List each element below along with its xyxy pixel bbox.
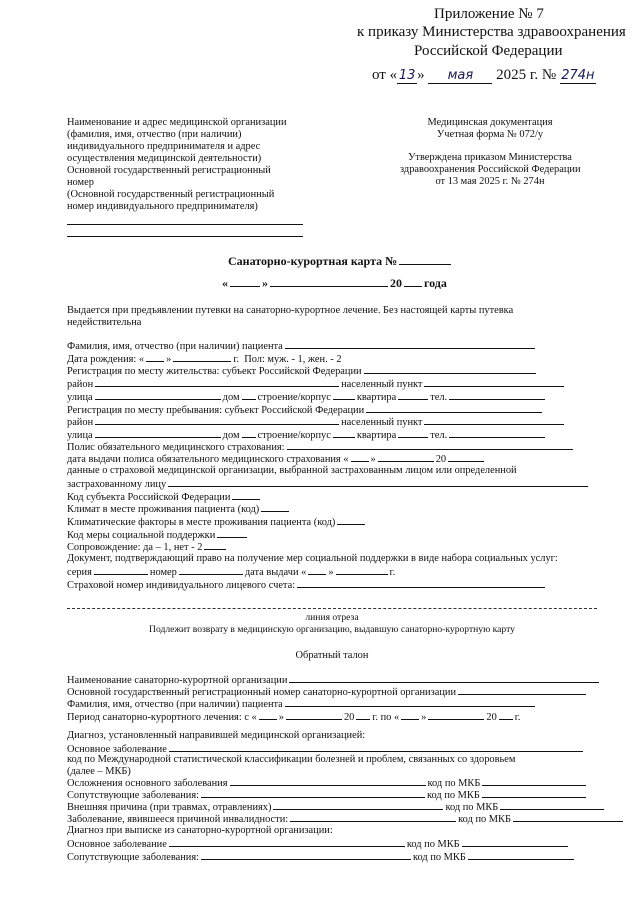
field-label: квартира <box>356 430 397 441</box>
org-header <box>67 117 300 213</box>
field-label: Основное заболевание <box>67 839 167 850</box>
org-line: номер <box>67 177 94 188</box>
cut-line-label: линия отреза <box>305 612 359 623</box>
field-label: населенный пункт <box>341 417 423 428</box>
field-label: тел. <box>430 392 448 403</box>
field-district <box>67 377 566 391</box>
field-reg-residence <box>67 364 538 378</box>
field-label: строение/корпус <box>257 392 331 403</box>
field-label: г. <box>514 712 521 723</box>
coupon-diag-discharge: Диагноз при выписке из санаторно-курортной организации: <box>67 825 333 836</box>
field-label: Период санаторно-курортного лечения: с « <box>67 712 257 723</box>
form-number: Учетная форма № 072/у <box>436 129 544 140</box>
field-label: код по МКБ <box>458 814 511 825</box>
field-label: улица <box>67 430 93 441</box>
field-label: Страховой номер индивидуального лицевого счета: <box>67 580 296 591</box>
field-label: » <box>370 454 376 465</box>
field-insurer <box>67 465 590 491</box>
field-label: Сопровождение: да – 1, нет - 2 <box>67 542 203 553</box>
coupon-fio <box>67 697 537 711</box>
doc-type: Медицинская документация <box>427 117 553 128</box>
coupon-title: Обратный талон <box>295 650 369 661</box>
field-label: район <box>67 379 94 390</box>
org-line: номер индивидуального предпринимателя) <box>67 201 258 212</box>
field-fio <box>67 339 537 353</box>
form-header <box>400 117 580 188</box>
coupon-period <box>67 710 520 724</box>
field-climate <box>67 502 291 516</box>
field-label: Основной государственный регистрационный номер санаторно-курортной организации <box>67 687 457 698</box>
field-label: код по МКБ <box>445 802 499 813</box>
field-doc-details <box>67 565 395 579</box>
field-label: дата выдачи полиса обязательного медицинского страхования « <box>67 454 349 465</box>
appendix-number: Приложение № 7 <box>434 6 544 22</box>
field-label: тел. <box>430 430 448 441</box>
field-label: » <box>328 567 334 578</box>
field-label: Регистрация по месту пребывания: субъект Российской Федерации <box>67 405 365 416</box>
field-label: Полис обязательного медицинского страхования: <box>67 442 285 453</box>
org-line: (Основной государственный регистрационный <box>67 189 275 200</box>
field-label: Дата рождения: « <box>67 354 145 365</box>
date-year: 2025 г. № <box>496 67 557 83</box>
field-oms-date <box>67 452 486 466</box>
org-fill-line <box>67 224 303 225</box>
field-climate-factors <box>67 515 367 529</box>
org-fill-line <box>67 236 303 237</box>
field-label: код по МКБ <box>427 778 481 789</box>
cut-line <box>67 608 597 609</box>
card-date <box>222 276 447 291</box>
field-sex: Пол: муж. - 1, жен. - 2 <box>244 354 342 365</box>
date-prefix: от « <box>372 67 398 83</box>
approved-line: Утверждена приказом Министерства <box>408 152 572 163</box>
field-label: Регистрация по месту жительства: субъект Российской Федерации <box>67 366 362 377</box>
field-label: Сопутствующие заболевания: <box>67 790 200 801</box>
field-label: застрахованному лицу <box>67 479 167 490</box>
field-label: 20 <box>435 454 447 465</box>
approved-line: от 13 мая 2025 г. № 274н <box>435 176 545 187</box>
order-number-handwritten: 274н <box>561 68 595 83</box>
field-label: населенный пункт <box>341 379 423 390</box>
field-label: Климатические факторы в месте проживания пациента (код) <box>67 517 336 528</box>
field-address <box>67 390 547 404</box>
field-label: » <box>278 712 284 723</box>
field-label: номер <box>149 567 177 578</box>
org-line: Наименование и адрес медицинской организации <box>67 117 287 128</box>
field-label: улица <box>67 392 93 403</box>
approved-line: здравоохранения Российской Федерации <box>400 164 581 175</box>
field-label: данные о страховой медицинской организации, выбранной застрахованным лицом или определенной <box>67 465 517 476</box>
field-label: Сопутствующие заболевания: <box>67 852 200 863</box>
card-date-year: 20 <box>390 276 402 290</box>
date-day-handwritten: 13 <box>398 68 416 83</box>
org-line: Основной государственный регистрационный <box>67 165 271 176</box>
field-label: строение/корпус <box>257 430 331 441</box>
intro-line: недействительна <box>67 317 142 328</box>
field-label: Внешняя причина (при травмах, отравлениях) <box>67 802 272 813</box>
return-note: Подлежит возврату в медицинскую организацию, выдавшую санаторно-курортную карту <box>149 624 515 635</box>
field-label: Фамилия, имя, отчество (при наличии) пациента <box>67 699 283 710</box>
coupon-disability <box>67 812 625 826</box>
field-label: (далее – МКБ) <box>67 766 131 777</box>
appendix-order: к приказу Министерства здравоохранения <box>357 24 626 40</box>
field-label: Заболевание, явившееся причиной инвалидности: <box>67 814 289 825</box>
date-mid: » <box>417 67 425 83</box>
field-label: Осложнения основного заболевания <box>67 778 228 789</box>
intro-text <box>67 305 513 329</box>
field-label: район <box>67 417 94 428</box>
org-line: индивидуального предпринимателя и адрес <box>67 141 261 152</box>
field-label: код по МКБ <box>427 790 480 801</box>
field-label: дата выдачи « <box>244 567 307 578</box>
field-escort <box>67 540 228 554</box>
field-label: Код меры социальной поддержки <box>67 530 216 541</box>
field-label: г. по « <box>372 712 400 723</box>
field-label: г. <box>389 567 396 578</box>
field-label: Фамилия, имя, отчество (при наличии) пациента <box>67 341 283 352</box>
field-snils <box>67 578 547 592</box>
intro-line: Выдается при предъявлении путевки на санаторно-курортное лечение. Без настоящей карты путевка <box>67 305 514 316</box>
field-label: » <box>166 354 172 365</box>
field-label: код по МКБ <box>413 852 466 863</box>
date-month-handwritten: мая <box>428 68 492 84</box>
field-label: дом <box>222 430 240 441</box>
coupon-diagnosis-ref: Диагноз, установленный направившей медицинской организацией: <box>67 730 366 741</box>
field-label: 20 <box>486 712 497 723</box>
field-label: Основное заболевание <box>67 744 167 755</box>
field-label: квартира <box>356 392 397 403</box>
field-label: код по Международной статистической классификации болезней и проблем, связанных со здоровьем <box>67 754 516 765</box>
card-title <box>228 254 453 269</box>
field-label: 20 <box>343 712 355 723</box>
field-label: код по МКБ <box>406 839 460 850</box>
card-title-text: Санаторно-курортная карта № <box>228 254 398 268</box>
card-date-close: » <box>262 276 268 290</box>
field-label: Климат в месте проживания пациента (код) <box>67 504 260 515</box>
coupon-icd <box>67 754 515 778</box>
org-line: осуществления медицинской деятельности) <box>67 153 262 164</box>
field-label: Код субъекта Российской Федерации <box>67 492 231 503</box>
field-label: дом <box>222 392 240 403</box>
field-label: » <box>421 712 427 723</box>
card-date-open: « <box>222 276 228 290</box>
coupon-main-disease-2 <box>67 837 570 851</box>
org-line: (фамилия, имя, отчество (при наличии) <box>67 129 242 140</box>
field-label: Наименование санаторно-курортной организации <box>67 675 288 686</box>
coupon-comorbid-2 <box>67 850 576 864</box>
field-district-2 <box>67 415 566 429</box>
field-label: г. <box>233 354 239 365</box>
appendix-ministry: Российской Федерации <box>414 43 563 59</box>
field-document: Документ, подтверждающий право на получение мер социальной поддержки в виде набора социальных услуг: <box>67 553 558 564</box>
appendix-date <box>372 67 596 84</box>
field-label: серия <box>67 567 92 578</box>
card-date-suffix: года <box>424 276 447 290</box>
